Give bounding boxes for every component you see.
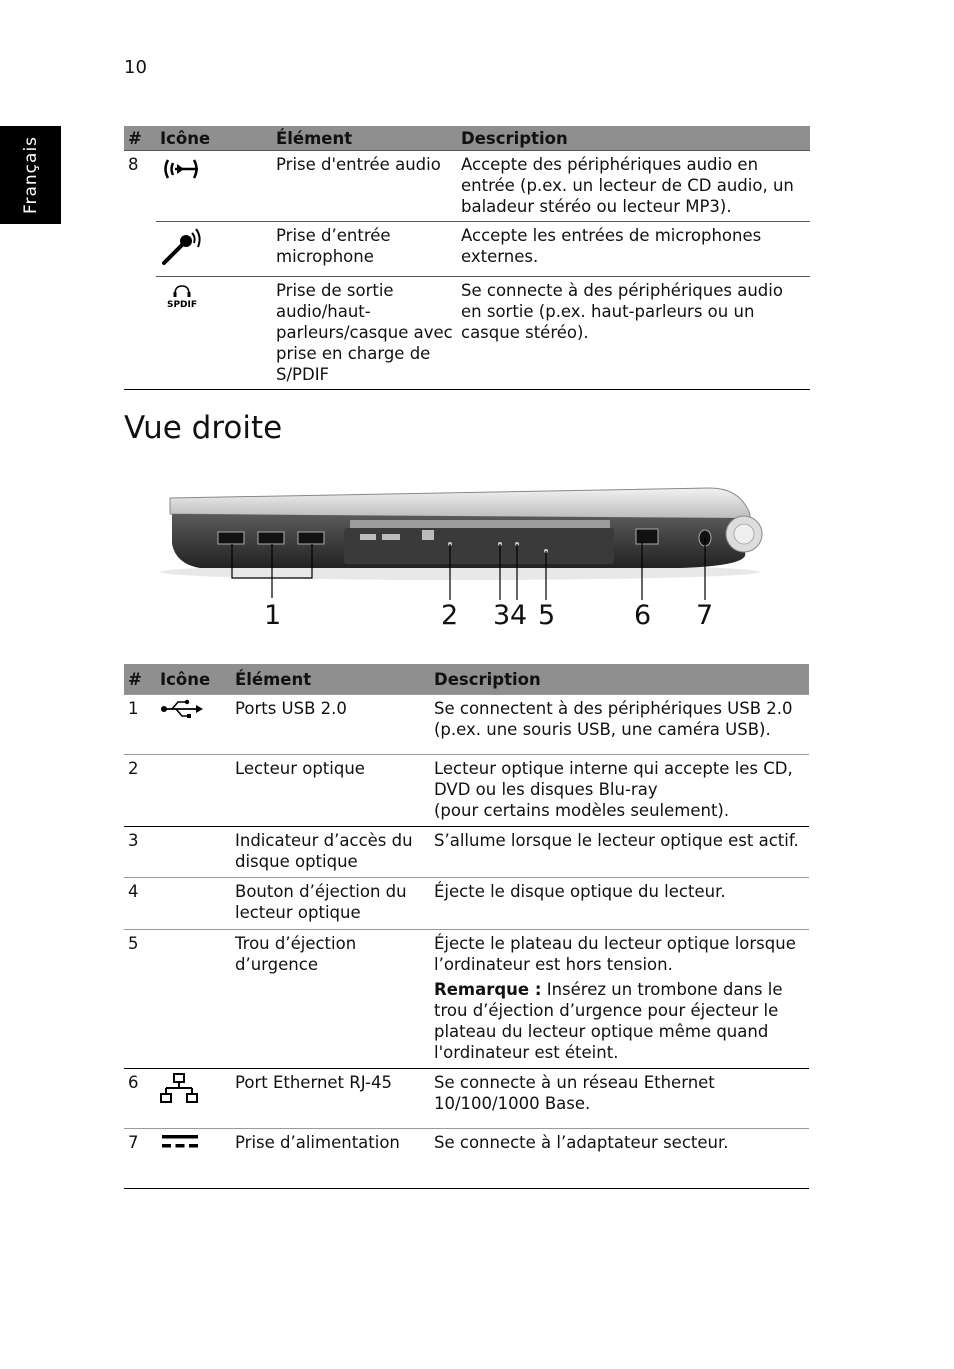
- table-row: [124, 1069, 809, 1129]
- row-num: 1: [124, 695, 156, 755]
- table-row: [124, 930, 809, 1069]
- row-icon: [156, 1129, 231, 1189]
- table-header: [124, 126, 810, 151]
- page-number: 10: [124, 57, 147, 78]
- row-element: Lecteur optique: [231, 755, 430, 827]
- row-element: Prise d’alimentation: [231, 1129, 430, 1189]
- row-description: Se connecte à un réseau Ethernet 10/100/1000 Base.: [430, 1069, 809, 1129]
- row-icon: [156, 878, 231, 930]
- callout-5: 5: [538, 600, 556, 631]
- table-row: [124, 1129, 809, 1189]
- table-row: [124, 695, 809, 755]
- row-icon: [156, 222, 272, 277]
- note: [434, 979, 805, 1063]
- row-element: Prise d'entrée audio: [272, 151, 457, 222]
- header-description: Description: [457, 126, 810, 151]
- callout-7: 7: [696, 600, 714, 631]
- row-description: Se connecte à des périphériques audio en sortie (p.ex. haut-parleurs ou un casque stéréo).: [457, 277, 810, 390]
- row-description: [430, 930, 809, 1069]
- table-row: [124, 222, 810, 277]
- row-element: Bouton d’éjection du lecteur optique: [231, 878, 430, 930]
- note-label: Remarque :: [434, 980, 542, 999]
- description-text: Lecteur optique interne qui accepte les CD, DVD ou les disques Blu-ray: [434, 759, 793, 799]
- callout-3: 3: [493, 600, 511, 631]
- row-num: [124, 222, 156, 277]
- header-num: #: [124, 126, 156, 151]
- language-side-tab: [0, 126, 61, 224]
- row-num: 4: [124, 878, 156, 930]
- callout-1: 1: [264, 600, 282, 631]
- row-num: 3: [124, 827, 156, 878]
- header-icon: Icône: [156, 664, 231, 695]
- row-num: 8: [124, 151, 156, 222]
- header-icon: Icône: [156, 126, 272, 151]
- row-element: Indicateur d’accès du disque optique: [231, 827, 430, 878]
- row-num: 6: [124, 1069, 156, 1129]
- row-icon: [156, 827, 231, 878]
- row-icon: [156, 695, 231, 755]
- row-description: Se connecte à l’adaptateur secteur.: [430, 1129, 809, 1189]
- language-label: Français: [20, 135, 41, 215]
- section-title: Vue droite: [124, 410, 283, 446]
- callout-2: 2: [441, 600, 459, 631]
- row-description: Éjecte le disque optique du lecteur.: [430, 878, 809, 930]
- table-row: [124, 827, 809, 878]
- row-num: 2: [124, 755, 156, 827]
- header-num: #: [124, 664, 156, 695]
- description-text-2: (pour certains modèles seulement).: [434, 801, 730, 820]
- row-element: Prise de sortie audio/haut-parleurs/casque avec prise en charge de S/PDIF: [272, 277, 457, 390]
- table-header: [124, 664, 809, 695]
- usb-ports: [218, 532, 324, 544]
- row-icon: [156, 1069, 231, 1129]
- headphone-spdif-icon: [160, 280, 204, 310]
- header-element: Élément: [272, 126, 457, 151]
- table-row: [124, 878, 809, 930]
- row-description: Accepte des périphériques audio en entrée (p.ex. un lecteur de CD audio, un baladeur stéréo ou lecteur MP3).: [457, 151, 810, 222]
- header-element: Élément: [231, 664, 430, 695]
- row-icon: [156, 755, 231, 827]
- ports-table-left: [124, 126, 810, 390]
- note-text: Insérez un trombone dans le trou d’éjection d’urgence pour éjecteur le plateau du lecteur optique même quand l'ordinateur est éteint.: [434, 980, 783, 1062]
- table-row: [124, 755, 809, 827]
- row-element: Ports USB 2.0: [231, 695, 430, 755]
- row-element: Trou d’éjection d’urgence: [231, 930, 430, 1069]
- row-icon: [156, 930, 231, 1069]
- row-num: [124, 277, 156, 390]
- audio-in-icon: [160, 154, 202, 184]
- microphone-icon: [160, 225, 206, 267]
- callout-4: 4: [510, 600, 528, 631]
- row-description: S’allume lorsque le lecteur optique est actif.: [430, 827, 809, 878]
- usb-icon: [160, 698, 204, 720]
- table-row: [124, 151, 810, 222]
- row-icon: [156, 277, 272, 390]
- row-num: 5: [124, 930, 156, 1069]
- row-description: Se connectent à des périphériques USB 2.0 (p.ex. une souris USB, une caméra USB).: [430, 695, 809, 755]
- row-description: [430, 755, 809, 827]
- row-element: Port Ethernet RJ-45: [231, 1069, 430, 1129]
- ethernet-port: [636, 529, 658, 544]
- row-num: 7: [124, 1129, 156, 1189]
- row-description: Accepte les entrées de microphones externes.: [457, 222, 810, 277]
- description-text: Éjecte le plateau du lecteur optique lorsque l’ordinateur est hors tension.: [434, 934, 796, 974]
- dc-power-icon: [160, 1132, 200, 1152]
- header-description: Description: [430, 664, 809, 695]
- table-row: [124, 277, 810, 390]
- laptop-right-side-figure: [160, 484, 770, 634]
- row-element: Prise d’entrée microphone: [272, 222, 457, 277]
- ethernet-icon: [160, 1072, 200, 1106]
- spdif-label: SPDIF: [166, 300, 198, 310]
- row-icon: [156, 151, 272, 222]
- ports-table-right: [124, 664, 809, 1189]
- callout-6: 6: [634, 600, 652, 631]
